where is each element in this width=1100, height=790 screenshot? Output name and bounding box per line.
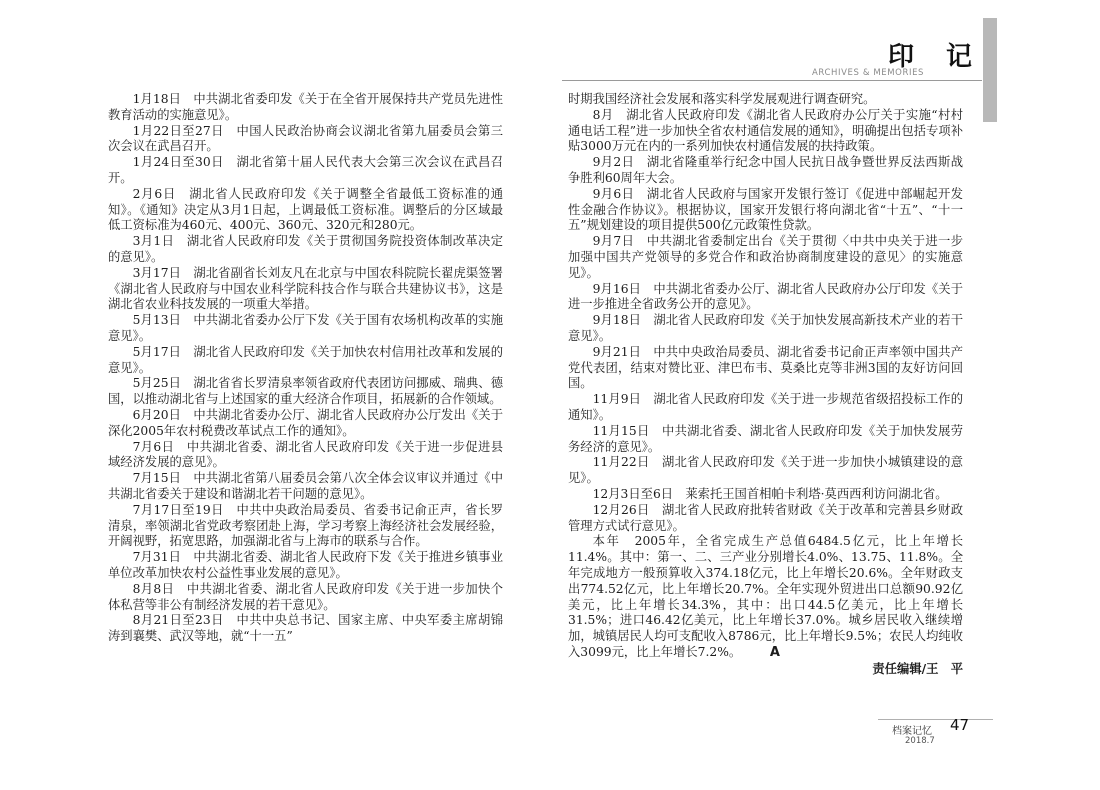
chronicle-entry: 3月17日 湖北省副省长刘友凡在北京与中国农科院院长翟虎渠签署《湖北省人民政府与中国农业科学院科技合作与联合共建协议书》，这是湖北省农业科技发展的一项重大举措。 — [108, 265, 503, 312]
chronicle-entry: 9月7日 中共湖北省委制定出台《关于贯彻〈中共中央关于进一步加强中国共产党领导的多党合作和政治协商制度建设的意见〉的实施意见》。 — [568, 234, 963, 280]
section-subtitle: ARCHIVES & MEMORIES — [812, 68, 925, 78]
annual-summary-text: 本年 2005年，全省完成生产总值6484.5亿元，比上年增长11.4%。其中：第一、二、三产业分别增长4.0%、13.75、11.8%。全年完成地方一般预算收入374.18亿元，比上年增长20.6%。全年财政支出774.52亿元，比上年增长20.7%。全年实现外贸进出口总额90.92亿美元，比上年增长34.3%，其中：出口44.5亿美元，比上年增长31.5%；进口46.42亿美元，比上年增长37.0%。城乡居民收入继续增加，城镇居民人均可支配收入8786元，比上年增长9.5%；农民人均纯收入3099元，比上年增长7.2%。 — [568, 534, 963, 659]
chronicle-entry: 7月31日 中共湖北省委、湖北省人民政府下发《关于推进乡镇事业单位改革加快农村公益性事业发展的意见》。 — [108, 550, 503, 580]
chronicle-entry: 7月15日 中共湖北省第八届委员会第八次全体会议审议并通过《中共湖北省委关于建设和谐湖北若干问题的意见》。 — [108, 471, 503, 501]
page-number: 47 — [950, 716, 970, 734]
header-divider — [562, 80, 982, 81]
section-title-char-2: 记 — [946, 42, 975, 72]
chronicle-entry: 11月15日 中共湖北省委、湖北省人民政府印发《关于加快发展劳务经济的意见》。 — [568, 423, 963, 454]
chronicle-entry: 1月24日至30日 湖北省第十届人民代表大会第三次会议在武昌召开。 — [108, 155, 503, 185]
issue-number: 2018.7 — [905, 736, 935, 746]
chronicle-entry: 7月6日 中共湖北省委、湖北省人民政府印发《关于进一步促进县域经济发展的意见》。 — [108, 439, 503, 470]
chronicle-entry: 3月1日 湖北省人民政府印发《关于贯彻国务院投资体制改革决定的意见》。 — [108, 234, 503, 264]
chronicle-entry: 5月25日 湖北省省长罗清泉率领省政府代表团访问挪威、瑞典、德国，以推动湖北省与上述国家的重大经济合作项目，拓展新的合作领域。 — [108, 376, 503, 407]
chronicle-entry: 7月17日至19日 中共中央政治局委员、省委书记俞正声，省长罗清泉，率领湖北省党政考察团赴上海，学习考察上海经济社会发展经验，开阔视野，拓宽思路，加强湖北省与上海市的联系与合作。 — [108, 502, 503, 549]
chronicle-entry: 12月3日至6日 莱索托王国首相帕卡利塔·莫西西利访问湖北省。 — [592, 486, 948, 501]
chronicle-entry: 8月 湖北省人民政府印发《湖北省人民政府办公厅关于实施“村村通电话工程”进一步加快全省农村通信发展的通知》，明确提出包括专项补贴3000万元在内的一系列加快农村通信发展的扶持政策。 — [568, 107, 963, 154]
chronicle-entry: 6月20日 中共湖北省委办公厅、湖北省人民政府办公厅发出《关于深化2005年农村税费改革试点工作的通知》。 — [108, 407, 503, 438]
chronicle-entry: 9月16日 中共湖北省委办公厅、湖北省人民政府办公厅印发《关于进一步推进全省政务公开的意见》。 — [568, 281, 963, 312]
chronicle-entry: 1月22日至27日 中国人民政治协商会议湖北省第九届委员会第三次会议在武昌召开。 — [108, 123, 503, 154]
right-column — [568, 92, 963, 677]
left-column — [108, 92, 503, 645]
end-of-article-mark: A — [769, 644, 780, 660]
footer-divider — [878, 719, 993, 720]
chronicle-entry: 12月26日 湖北省人民政府批转省财政《关于改革和完善县乡财政管理方式试行意见》。 — [568, 502, 963, 533]
chronicle-entry: 9月2日 湖北省隆重举行纪念中国人民抗日战争暨世界反法西斯战争胜利60周年大会。 — [568, 155, 963, 185]
chronicle-entry: 8月21日至23日 中共中央总书记、国家主席、中央军委主席胡锦涛到襄樊、武汉等地，就“十一五” — [108, 613, 503, 644]
journal-name: 档案记忆 — [892, 726, 932, 737]
header-accent-bar — [983, 18, 997, 122]
chronicle-entry: 5月13日 中共湖北省委办公厅下发《关于国有农场机构改革的实施意见》。 — [108, 313, 503, 343]
chronicle-entry: 5月17日 湖北省人民政府印发《关于加快农村信用社改革和发展的意见》。 — [108, 344, 503, 375]
chronicle-entry: 9月6日 湖北省人民政府与国家开发银行签订《促进中部崛起开发性金融合作协议》。根据协议，国家开发银行将向湖北省“十五”、“十一五”规划建设的项目提供500亿元政策性贷款。 — [568, 186, 963, 233]
chronicle-entry: 9月21日 中共中央政治局委员、湖北省委书记俞正声率领中国共产党代表团，结束对赞比亚、津巴布韦、莫桑比克等非洲3国的友好访问回国。 — [568, 344, 963, 391]
section-title-char-1: 印 — [888, 42, 917, 72]
chronicle-entry: 1月18日 中共湖北省委印发《关于在全省开展保持共产党员先进性教育活动的实施意见》。 — [108, 92, 503, 122]
editor-credit-line — [568, 661, 963, 678]
chronicle-entry: 11月9日 湖北省人民政府印发《关于进一步规范省级招投标工作的通知》。 — [568, 392, 963, 422]
chronicle-entry: 9月18日 湖北省人民政府印发《关于加快发展高新技术产业的若干意见》。 — [568, 313, 963, 343]
chronicle-entry-annual-summary — [568, 534, 963, 660]
chronicle-entry: 8月8日 中共湖北省委、湖北省人民政府印发《关于进一步加快个体私营等非公有制经济发展的若干意见》。 — [108, 581, 503, 612]
editor-credit: 责任编辑/王 平 — [872, 660, 963, 676]
chronicle-entry: 11月22日 湖北省人民政府印发《关于进一步加快小城镇建设的意见》。 — [568, 455, 963, 486]
chronicle-entry: 2月6日 湖北省人民政府印发《关于调整全省最低工资标准的通知》。《通知》决定从3月1日起，上调最低工资标准。调整后的分区域最低工资标准为460元、400元、360元、320元和280元。 — [108, 186, 503, 233]
chronicle-entry-continued: 时期我国经济社会发展和落实科学发展观进行调查研究。 — [568, 92, 876, 106]
